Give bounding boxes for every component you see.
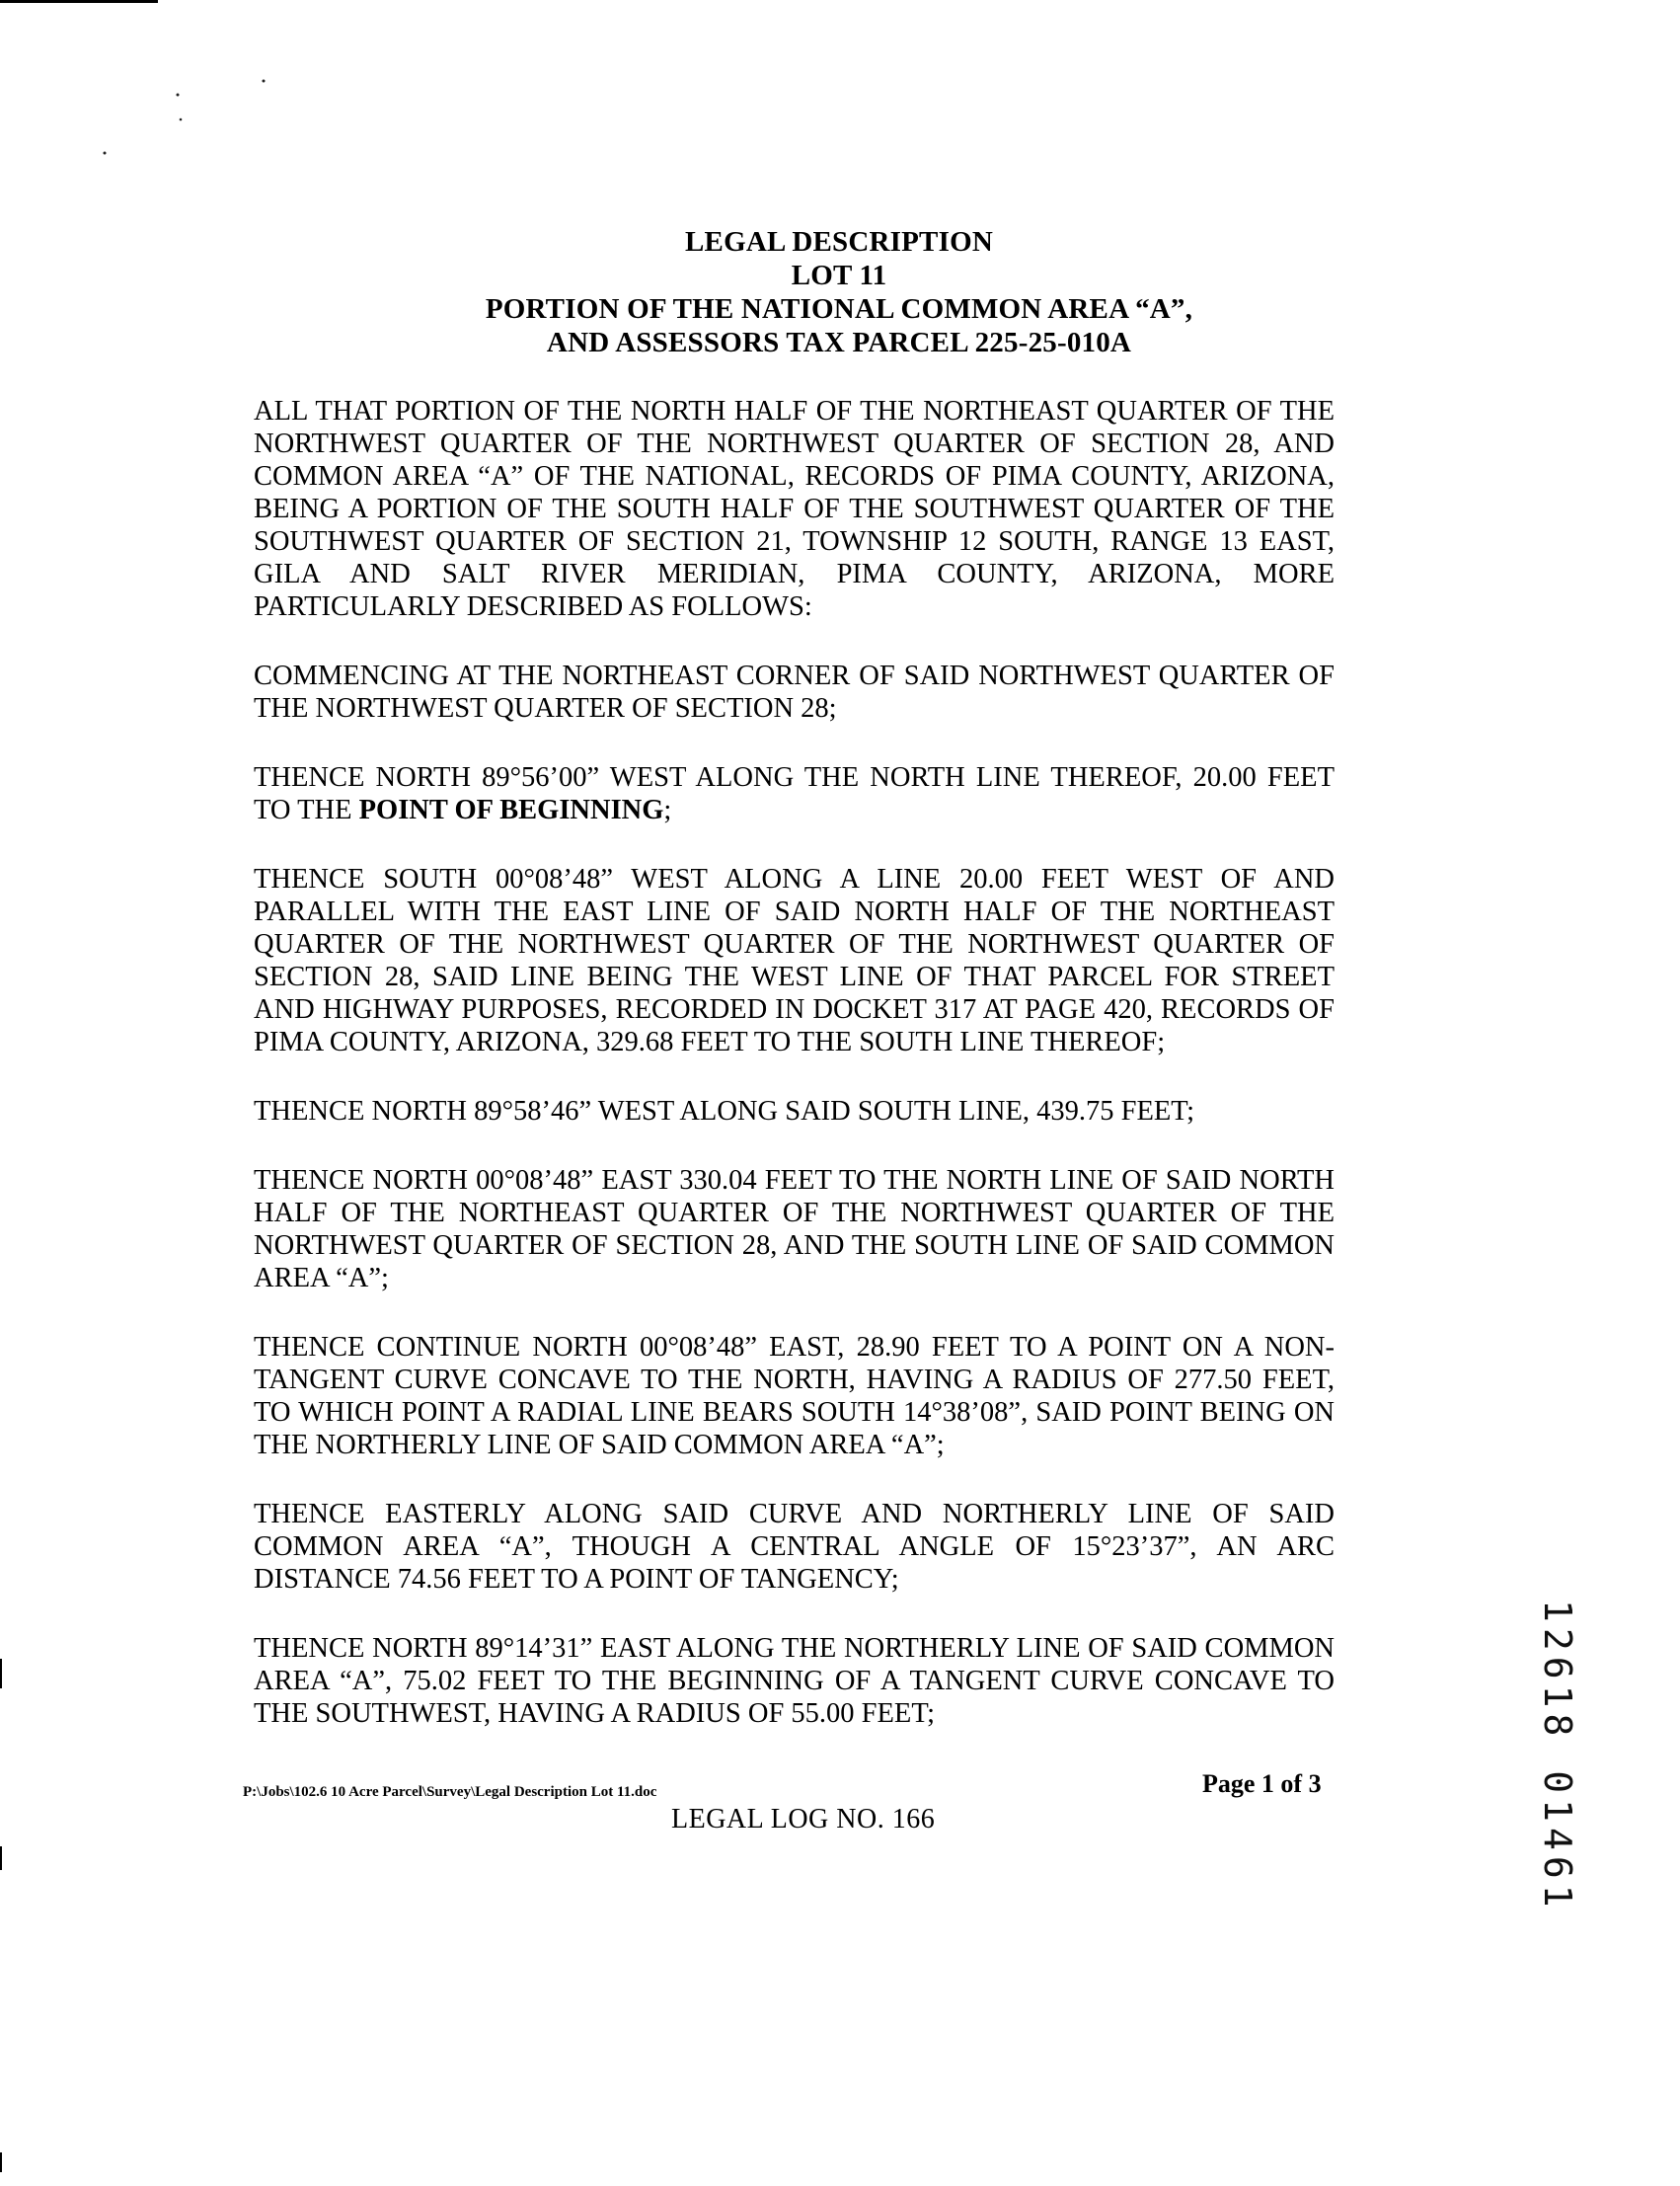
paragraph-course-west: THENCE NORTH 89°58’46” WEST ALONG SAID SOUTH LINE, 439.75 FEET; <box>254 1096 1195 1127</box>
document-header <box>296 225 1382 359</box>
pob-text-after: ; <box>663 795 672 825</box>
page-number: Page 1 of 3 <box>1202 1769 1322 1798</box>
scan-edge-mark <box>0 1846 2 1870</box>
header-line-parcel: AND ASSESSORS TAX PARCEL 225-25-010A <box>546 327 1132 358</box>
paragraph-commencing: COMMENCING AT THE NORTHEAST CORNER OF SAID NORTHWEST QUARTER OF THE NORTHWEST QUARTER OF SECTION 28; <box>254 661 1335 724</box>
paragraph-point-of-beginning <box>254 761 1335 826</box>
scan-specks <box>0 0 296 197</box>
paragraph-intro: ALL THAT PORTION OF THE NORTH HALF OF THE NORTHEAST QUARTER OF THE NORTHWEST QUARTER OF THE NORTHWEST QUARTER OF SECTION 28, AND COMMON AREA “A” OF THE NATIONAL, RECORDS OF PIMA COUNTY, ARIZONA, BEING A PORTION OF THE SOUTH HALF OF THE SOUTHWEST QUARTER OF THE SOUTHWEST QUARTER OF SECTION 21, TOWNSHIP 12 SOUTH, RANGE 13 EAST, GILA AND SALT RIVER MERIDIAN, PIMA COUNTY, ARIZONA, MORE PARTICULARLY DESCRIBED AS FOLLOWS: <box>254 396 1335 622</box>
lot-number: LOT 11 <box>791 260 887 291</box>
pob-bold-text: POINT OF BEGINNING <box>358 795 664 825</box>
paragraph-course-curve: THENCE EASTERLY ALONG SAID CURVE AND NORTHERLY LINE OF SAID COMMON AREA “A”, THOUGH A CENTRAL ANGLE OF 15°23’37”, AN ARC DISTANCE 74.56 FEET TO A POINT OF TANGENCY; <box>254 1499 1335 1595</box>
file-path: P:\Jobs\102.6 10 Acre Parcel\Survey\Legal Description Lot 11.doc <box>243 1784 657 1800</box>
paragraph-course-south: THENCE SOUTH 00°08’48” WEST ALONG A LINE 20.00 FEET WEST OF AND PARALLEL WITH THE EAST LINE OF SAID NORTH HALF OF THE NORTHEAST QUARTER OF THE NORTHWEST QUARTER OF THE NORTHWEST QUARTER OF SECTION 28, SAID LINE BEING THE WEST LINE OF THAT PARCEL FOR STREET AND HIGHWAY PURPOSES, RECORDED IN DOCKET 317 AT PAGE 420, RECORDS OF PIMA COUNTY, ARIZONA, 329.68 FEET TO THE SOUTH LINE THEREOF; <box>254 864 1335 1057</box>
paragraph-course-continue-north: THENCE CONTINUE NORTH 00°08’48” EAST, 28.90 FEET TO A POINT ON A NON-TANGENT CURVE CONCAVE TO THE NORTH, HAVING A RADIUS OF 277.50 FEET, TO WHICH POINT A RADIAL LINE BEARS SOUTH 14°38’08”, SAID POINT BEING ON THE NORTHERLY LINE OF SAID COMMON AREA “A”; <box>254 1332 1335 1460</box>
scan-edge-mark <box>0 1659 2 1688</box>
legal-description-body <box>254 395 1335 1766</box>
recording-stamp: 12618 01461 <box>1536 1600 1579 1913</box>
paragraph-course-north: THENCE NORTH 00°08’48” EAST 330.04 FEET TO THE NORTH LINE OF SAID NORTH HALF OF THE NORTHEAST QUARTER OF THE NORTHWEST QUARTER OF THE NORTHWEST QUARTER OF SECTION 28, AND THE SOUTH LINE OF SAID COMMON AREA “A”; <box>254 1165 1335 1293</box>
legal-log-number: LEGAL LOG NO. 166 <box>671 1804 936 1835</box>
paragraph-course-east: THENCE NORTH 89°14’31” EAST ALONG THE NORTHERLY LINE OF SAID COMMON AREA “A”, 75.02 FEET TO THE BEGINNING OF A TANGENT CURVE CONCAVE TO THE SOUTHWEST, HAVING A RADIUS OF 55.00 FEET; <box>254 1633 1335 1729</box>
document-title: LEGAL DESCRIPTION <box>684 226 993 258</box>
scan-edge-mark <box>0 2152 2 2172</box>
pob-text-before: THENCE NORTH 89°56’00” WEST ALONG THE NORTH LINE THEREOF, 20.00 FEET TO THE <box>254 762 1335 825</box>
header-line-portion: PORTION OF THE NATIONAL COMMON AREA “A”, <box>485 293 1193 325</box>
